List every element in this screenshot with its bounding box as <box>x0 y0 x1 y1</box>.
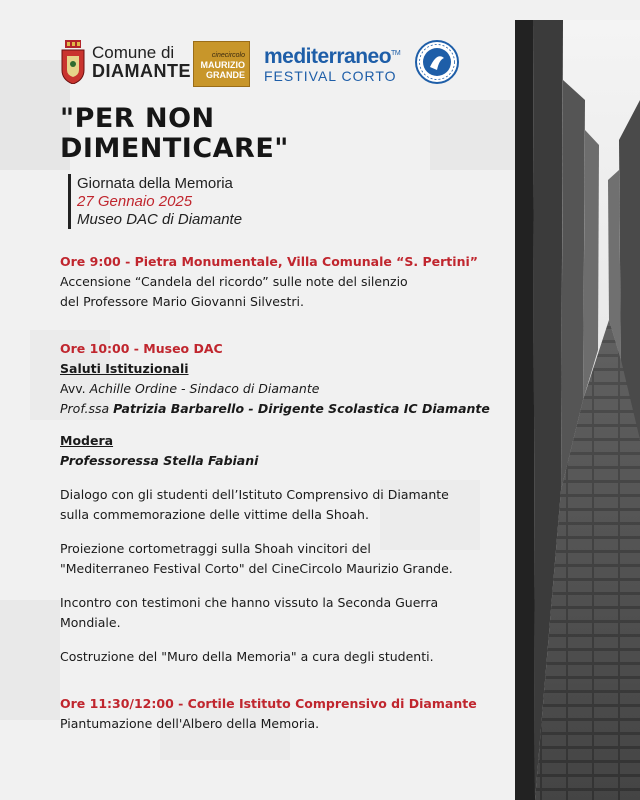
dialogue-line2: sulla commemorazione delle vittime della Shoah. <box>60 507 369 522</box>
witnesses-line1: Incontro con testimoni che hanno vissuto la Seconda Guerra <box>60 595 439 610</box>
mayor-name: Achille Ordine <box>89 381 178 396</box>
session-3-time: Ore 11:30/12:00 - Cortile Istituto Comprensivo di Diamante <box>60 696 477 711</box>
cine-line2: MAURIZIO <box>200 60 245 70</box>
screening-line1: Proiezione cortometraggi sulla Shoah vincitori del <box>60 541 371 556</box>
moderator-name: Professoressa Stella Fabiani <box>60 453 259 468</box>
principal-prefix: Prof.ssa <box>60 401 110 416</box>
wall-line: Costruzione del "Muro della Memoria" a cura degli studenti. <box>60 649 434 664</box>
festival-line2: FESTIVAL CORTO <box>264 68 397 84</box>
speaker-mayor <box>60 379 510 399</box>
speaker-principal <box>60 399 510 419</box>
session-1-line2: del Professore Mario Giovanni Silvestri. <box>60 294 304 309</box>
cine-line3: GRANDE <box>205 70 245 80</box>
event-title <box>60 104 289 164</box>
festival-tm: TM <box>391 50 401 57</box>
session-1-time: Ore 9:00 - Pietra Monumentale, Villa Comunale “S. Pertini” <box>60 254 478 269</box>
program <box>60 252 510 734</box>
saluti-heading: Saluti Istituzionali <box>60 361 189 376</box>
witnesses-line2: Mondiale. <box>60 615 121 630</box>
session-1-line1: Accensione “Candela del ricordo” sulle note del silenzio <box>60 274 408 289</box>
event-venue: Museo DAC di Diamante <box>77 211 243 228</box>
screening-line2: "Mediterraneo Festival Corto" del CineCircolo Maurizio Grande. <box>60 561 453 576</box>
mayor-prefix: Avv. <box>60 381 86 396</box>
session-2-time: Ore 10:00 - Museo DAC <box>60 341 223 356</box>
ring-badge-icon <box>415 40 459 84</box>
festival-logo <box>264 46 400 84</box>
comune-line2: DIAMANTE <box>92 60 191 81</box>
memorial-photo <box>515 20 640 800</box>
dialogue-line1: Dialogo con gli studenti dell’Istituto Comprensivo di Diamante <box>60 487 449 502</box>
event-subtitle: Giornata della Memoria <box>77 175 233 192</box>
modera-heading: Modera <box>60 433 114 448</box>
title-line2: DIMENTICARE" <box>60 133 289 164</box>
title-line1: "PER NON <box>60 103 215 134</box>
comune-line1: Comune di <box>92 43 175 62</box>
session-3-line1: Piantumazione dell'Albero della Memoria. <box>60 716 320 731</box>
subtitle-block <box>68 174 242 229</box>
cinecircolo-logo <box>193 41 250 87</box>
principal-name: Patrizia Barbarello - Dirigente Scolastica IC Diamante <box>113 401 490 416</box>
event-date: 27 Gennaio 2025 <box>77 193 193 210</box>
comune-logo <box>92 44 191 81</box>
festival-line1: mediterraneo <box>264 45 392 68</box>
mayor-role: - Sindaco di Diamante <box>177 381 320 396</box>
cine-line1: cinecircolo <box>211 52 245 59</box>
crest-icon <box>60 40 86 84</box>
